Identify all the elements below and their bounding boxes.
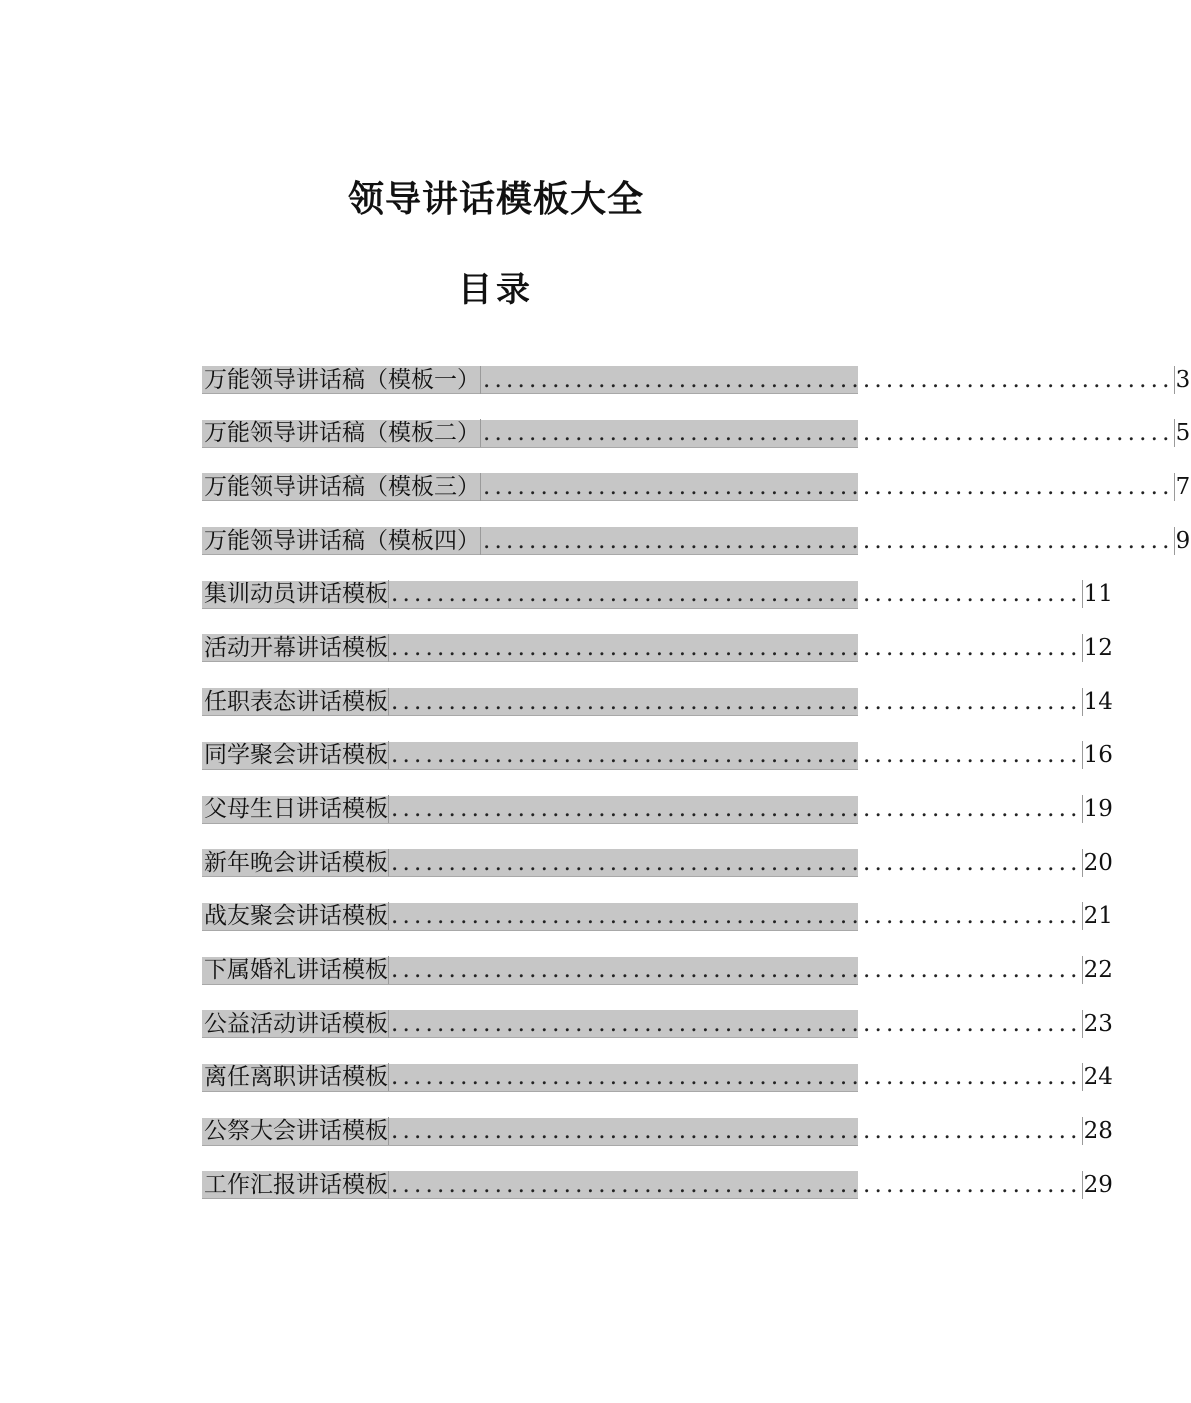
toc-entry-title: 工作汇报讲话模板	[204, 1171, 388, 1198]
toc-entry-page: 16	[1083, 742, 1113, 769]
toc-entry-13[interactable]	[202, 1010, 1113, 1038]
toc-dot-leader: ............................................................	[391, 742, 1082, 769]
toc-entry-page: 20	[1083, 849, 1113, 876]
toc-entry-title: 战友聚会讲话模板	[204, 903, 388, 930]
toc-entry-7[interactable]	[202, 688, 1113, 716]
toc-dot-leader: ............................................................	[391, 634, 1082, 661]
toc-dot-leader: ............................................................	[391, 1118, 1082, 1145]
toc-dot-leader: ............................................................	[483, 473, 1174, 500]
toc-entry-page: 3	[1175, 366, 1191, 393]
toc-entry-14[interactable]	[202, 1064, 1113, 1092]
toc-entry-title: 集训动员讲话模板	[204, 581, 388, 608]
toc-entry-title: 万能领导讲话稿（模板一）	[204, 366, 480, 393]
toc-entry-page: 11	[1083, 581, 1113, 608]
toc-entry-10[interactable]	[202, 849, 1113, 877]
toc-entry-page: 7	[1175, 473, 1191, 500]
toc-dot-leader: ............................................................	[391, 849, 1082, 876]
toc-dot-leader: ............................................................	[391, 957, 1082, 984]
toc-entry-title: 下属婚礼讲话模板	[204, 957, 388, 984]
table-of-contents	[202, 366, 1191, 1225]
toc-entry-title: 万能领导讲话稿（模板三）	[204, 473, 480, 500]
toc-entry-page: 19	[1083, 796, 1113, 822]
toc-entry-15[interactable]	[202, 1118, 1113, 1146]
document-title: 领导讲话模板大全	[347, 178, 644, 220]
toc-entry-page: 9	[1175, 527, 1191, 554]
toc-entry-12[interactable]	[202, 957, 1113, 985]
toc-entry-title: 离任离职讲话模板	[204, 1064, 388, 1091]
toc-dot-leader: ............................................................	[391, 1010, 1082, 1037]
toc-dot-leader: ............................................................	[483, 366, 1174, 393]
toc-entry-title: 活动开幕讲话模板	[204, 634, 388, 661]
toc-entry-9[interactable]	[202, 796, 1113, 824]
toc-heading: 目录	[458, 270, 534, 310]
toc-entry-6[interactable]	[202, 634, 1113, 662]
toc-dot-leader: ............................................................	[483, 527, 1174, 554]
toc-dot-leader: ............................................................	[391, 903, 1082, 930]
toc-entry-4[interactable]	[202, 527, 1191, 555]
toc-entry-page: 24	[1083, 1064, 1113, 1091]
toc-entry-page: 22	[1083, 957, 1113, 984]
toc-entry-title: 同学聚会讲话模板	[204, 742, 388, 769]
toc-entry-title: 新年晚会讲话模板	[204, 849, 388, 876]
toc-entry-page: 28	[1083, 1118, 1113, 1145]
toc-entry-3[interactable]	[202, 473, 1191, 501]
toc-entry-page: 14	[1083, 688, 1113, 715]
toc-entry-8[interactable]	[202, 742, 1113, 770]
toc-entry-title: 万能领导讲话稿（模板二）	[204, 420, 480, 447]
toc-entry-11[interactable]	[202, 903, 1113, 931]
toc-dot-leader: ............................................................	[391, 688, 1082, 715]
toc-entry-page: 29	[1083, 1171, 1113, 1198]
toc-entry-page: 5	[1175, 420, 1191, 447]
toc-dot-leader: ............................................................	[483, 420, 1174, 447]
toc-entry-1[interactable]	[202, 366, 1191, 394]
toc-dot-leader: ............................................................	[391, 1064, 1082, 1091]
toc-entry-16[interactable]	[202, 1171, 1113, 1199]
toc-dot-leader: ............................................................	[391, 581, 1082, 608]
toc-entry-title: 公祭大会讲话模板	[204, 1118, 388, 1145]
toc-entry-5[interactable]	[202, 581, 1113, 609]
toc-entry-title: 任职表态讲话模板	[204, 688, 388, 715]
toc-entry-title: 万能领导讲话稿（模板四）	[204, 527, 480, 554]
toc-entry-page: 23	[1083, 1010, 1113, 1037]
toc-entry-title: 父母生日讲话模板	[204, 796, 388, 822]
toc-entry-page: 12	[1083, 634, 1113, 661]
toc-entry-title: 公益活动讲话模板	[204, 1010, 388, 1037]
toc-entry-2[interactable]	[202, 420, 1191, 448]
toc-dot-leader: ............................................................	[391, 796, 1082, 822]
toc-dot-leader: ............................................................	[391, 1171, 1082, 1198]
toc-entry-page: 21	[1083, 903, 1113, 930]
